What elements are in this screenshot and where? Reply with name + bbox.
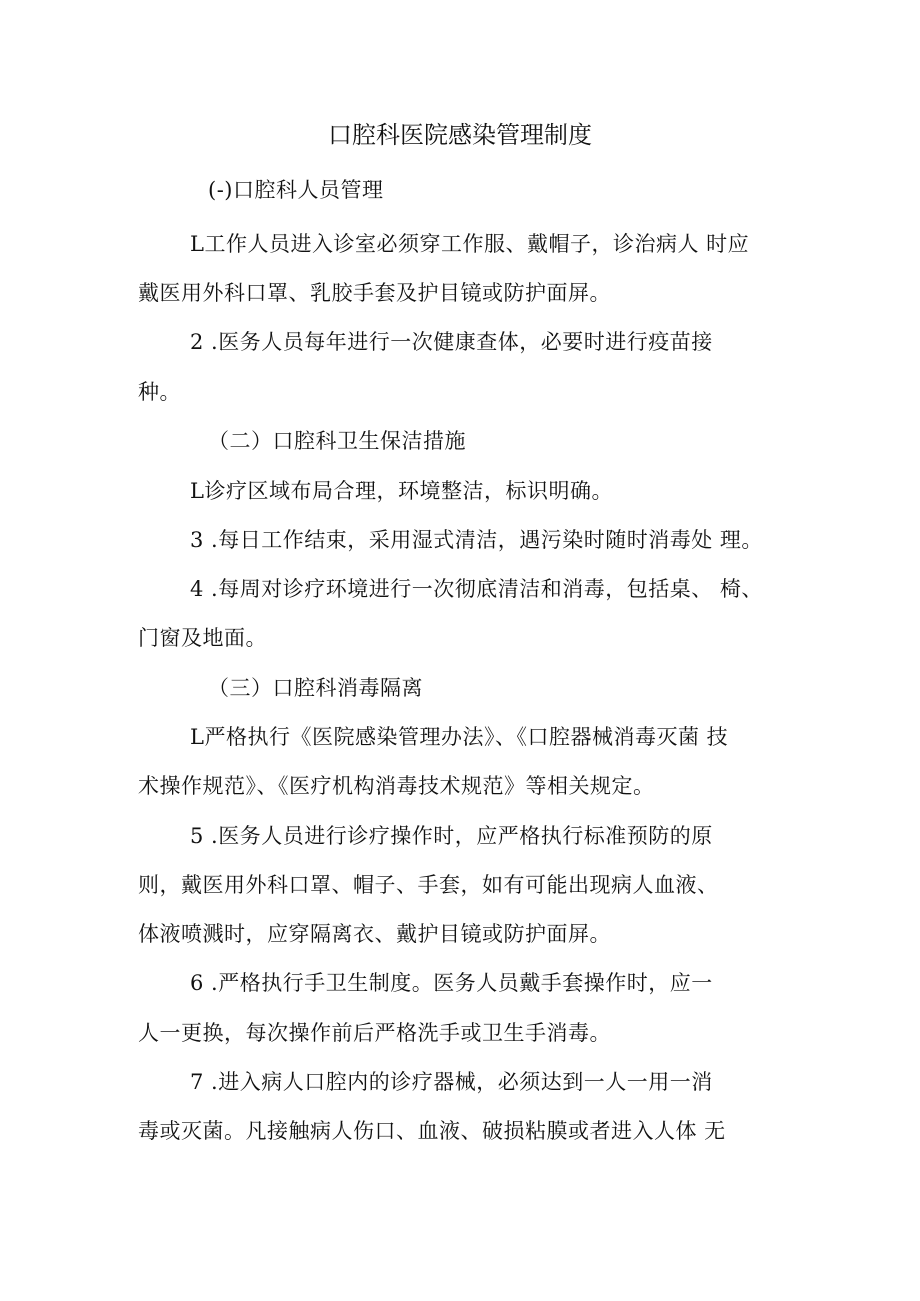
paragraph-line: 戴医用外科口罩、乳胶手套及护目镜或防护面屏。 — [138, 281, 611, 305]
paragraph-line: 种。 — [138, 380, 181, 404]
document-title: 口腔科医院感染管理制度 — [328, 121, 592, 149]
section-heading-3: （三）口腔科消毒隔离 — [208, 676, 423, 700]
paragraph-line: 7 .进入病人口腔内的诊疗器械，必须达到一人一用一消 — [190, 1070, 713, 1094]
section-heading-1: (-)口腔科人员管理 — [208, 178, 384, 202]
paragraph-line: 体液喷溅时，应穿隔离衣、戴护目镜或防护面屏。 — [138, 922, 611, 946]
paragraph-line: 毒或灭菌。凡接触病人伤口、血液、破损粘膜或者进入人体 无 — [138, 1119, 726, 1143]
paragraph-line: L工作人员进入诊室必须穿工作服、戴帽子，诊治病人 时应 — [190, 232, 750, 256]
paragraph-line: 术操作规范》、《医疗机构消毒技术规范》等相关规定。 — [138, 774, 655, 798]
paragraph-line: 3 .每日工作结束，采用湿式清洁，遇污染时随时消毒处 理。 — [190, 528, 763, 552]
paragraph-line: 人一更换，每次操作前后严格洗手或卫生手消毒。 — [138, 1021, 611, 1045]
section-heading-2: （二）口腔科卫生保洁措施 — [208, 429, 466, 453]
paragraph-line: 2 .医务人员每年进行一次健康查体，必要时进行疫苗接 — [190, 330, 713, 354]
paragraph-line: 5 .医务人员进行诊疗操作时，应严格执行标准预防的原 — [190, 824, 713, 848]
paragraph-line: 6 .严格执行手卫生制度。医务人员戴手套操作时，应一 — [190, 971, 713, 995]
paragraph-line: L严格执行《医院感染管理办法》、《口腔器械消毒灭菌 技 — [190, 725, 729, 749]
paragraph-line: 门窗及地面。 — [138, 626, 267, 650]
paragraph-line: 则，戴医用外科口罩、帽子、手套，如有可能出现病人血液、 — [138, 873, 719, 897]
paragraph-line: 4 .每周对诊疗环境进行一次彻底清洁和消毒，包括桌、 椅、 — [190, 577, 763, 601]
paragraph-line: L诊疗区域布局合理，环境整洁，标识明确。 — [190, 479, 613, 503]
